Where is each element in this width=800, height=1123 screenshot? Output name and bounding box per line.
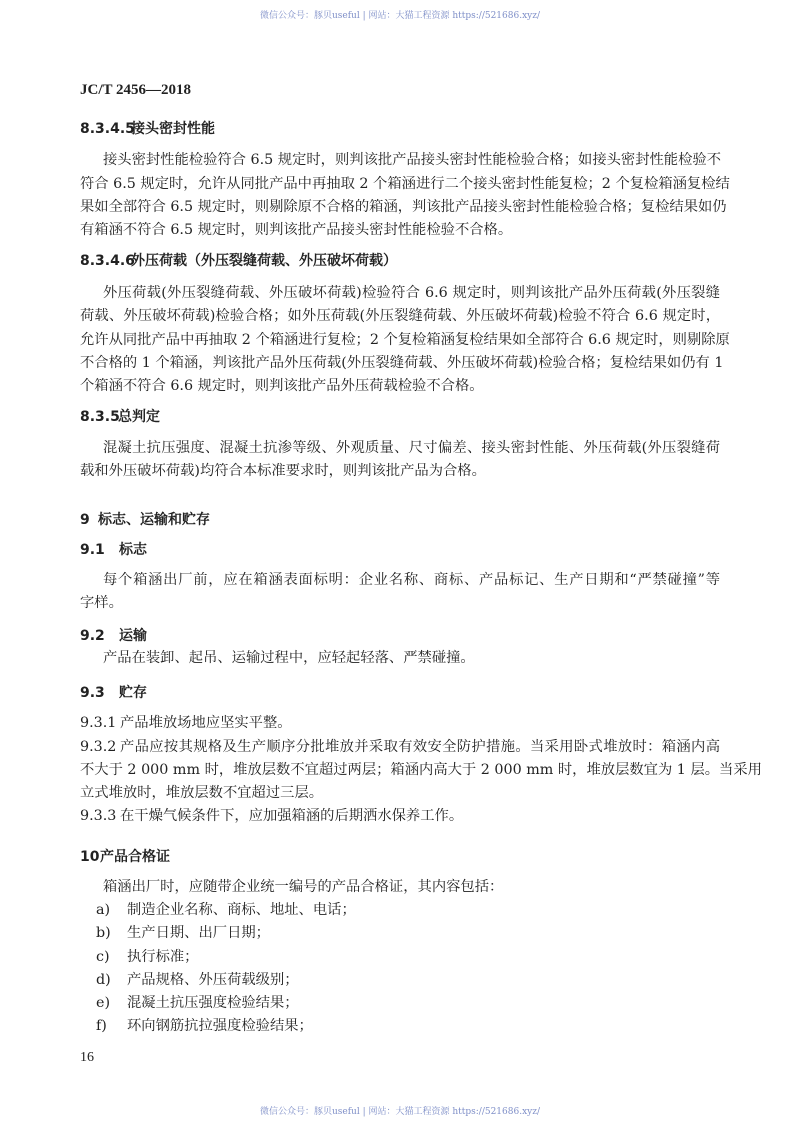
paragraph-line: 混凝土抗压强度、混凝土抗渗等级、外观质量、尺寸偏差、接头密封性能、外压荷载(外压裂缝荷 [103,440,720,456]
list-marker: e) [96,995,111,1011]
section-title: 贮存 [119,685,147,701]
paragraph-line: 不合格的 1 个箱涵，判该批产品外压荷载(外压裂缝荷载、外压破坏荷载)检验合格；复检结果如仍有 1 [80,355,724,371]
paragraph-line: 荷载、外压破坏荷载)检验合格；如外压荷载(外压裂缝荷载、外压破坏荷载)检验不符合 6.6 规定时， [80,308,720,324]
section-number: 9.3 [80,685,105,701]
section-title: 标志 [119,542,147,558]
paragraph-line: 每个箱涵出厂前，应在箱涵表面标明：企业名称、商标、产品标记、生产日期和“严禁碰撞”等 [103,572,720,588]
paragraph-line: 果如全部符合 6.5 规定时，则剔除原不合格的箱涵，判该批产品接头密封性能检验合格；复检结果如仍 [80,199,727,215]
paragraph-line: 箱涵出厂时，应随带企业统一编号的产品合格证，其内容包括： [103,879,504,895]
watermark-bottom: 微信公众号：豚贝useful | 网站：大猫工程资源 https://521686.xyz/ [259,1107,541,1117]
paragraph-line: 字样。 [80,595,123,611]
section-number: 8.3.4.6 [80,253,135,269]
list-marker: c) [96,949,110,965]
list-item: 制造企业名称、商标、地址、电话； [127,902,356,918]
list-item: 混凝土抗压强度检验结果； [127,995,299,1011]
document-code: JC/T 2456—2018 [80,82,191,98]
watermark-top: 微信公众号：豚贝useful | 网站：大猫工程资源 https://521686.xyz/ [259,11,541,21]
section-number: 8.3.4.5 [80,121,135,137]
section-title: 接头密封性能 [131,121,215,137]
clause-number: 9.3.3 [80,808,117,824]
section-title: 总判定 [118,409,160,425]
list-item: 生产日期、出厂日期； [127,925,270,941]
list-marker: d) [96,972,111,988]
section-title: 标志、运输和贮存 [98,512,210,528]
paragraph-line: 产品在装卸、起吊、运输过程中，应轻起轻落、严禁碰撞。 [103,650,475,666]
page-number: 16 [80,1050,94,1065]
paragraph-line: 接头密封性能检验符合 6.5 规定时，则判该批产品接头密封性能检验合格；如接头密封性能检验不 [103,152,721,168]
clause-line: 不大于 2 000 mm 时，堆放层数不宜超过两层；箱涵内高大于 2 000 mm 时，堆放层数宜为 1 层。当采用 [80,762,762,778]
section-number: 9 [80,512,90,528]
section-number: 9.1 [80,542,105,558]
section-title: 外压荷载（外压裂缝荷载、外压破坏荷载） [131,253,397,269]
clause-number: 9.3.1 [80,715,117,731]
section-number: 8.3.5 [80,409,120,425]
paragraph-line: 有箱涵不符合 6.5 规定时，则判该批产品接头密封性能检验不合格。 [80,222,513,238]
clause-line: 在干燥气候条件下，应加强箱涵的后期洒水保养工作。 [120,808,464,824]
list-marker: b) [96,925,111,941]
section-title: 产品合格证 [100,849,170,865]
list-marker: a) [96,902,111,918]
paragraph-line: 外压荷载(外压裂缝荷载、外压破坏荷载)检验符合 6.6 规定时，则判该批产品外压荷载(外压裂缝 [103,285,720,301]
clause-line: 产品应按其规格及生产顺序分批堆放并采取有效安全防护措施。当采用卧式堆放时：箱涵内高 [120,739,720,755]
list-item: 产品规格、外压荷载级别； [127,972,299,988]
section-number: 10 [80,849,100,865]
paragraph-line: 个箱涵不符合 6.6 规定时，则判该批产品外压荷载检验不合格。 [80,378,484,394]
clause-line: 立式堆放时，堆放层数不宜超过三层。 [80,785,324,801]
paragraph-line: 允许从同批产品中再抽取 2 个箱涵进行复检；2 个复检箱涵复检结果如全部符合 6.6 规定时，则剔除原 [80,332,730,348]
list-item: 执行标准； [127,949,199,965]
list-marker: f) [96,1018,107,1034]
paragraph-line: 符合 6.5 规定时，允许从同批产品中再抽取 2 个箱涵进行二个接头密封性能复检；2 个复检箱涵复检结 [80,176,730,192]
section-title: 运输 [119,628,147,644]
paragraph-line: 载和外压破坏荷载)均符合本标准要求时，则判该批产品为合格。 [80,463,486,479]
clause-number: 9.3.2 [80,739,117,755]
clause-line: 产品堆放场地应坚实平整。 [120,715,292,731]
list-item: 环向钢筋抗拉强度检验结果； [127,1018,313,1034]
section-number: 9.2 [80,628,105,644]
